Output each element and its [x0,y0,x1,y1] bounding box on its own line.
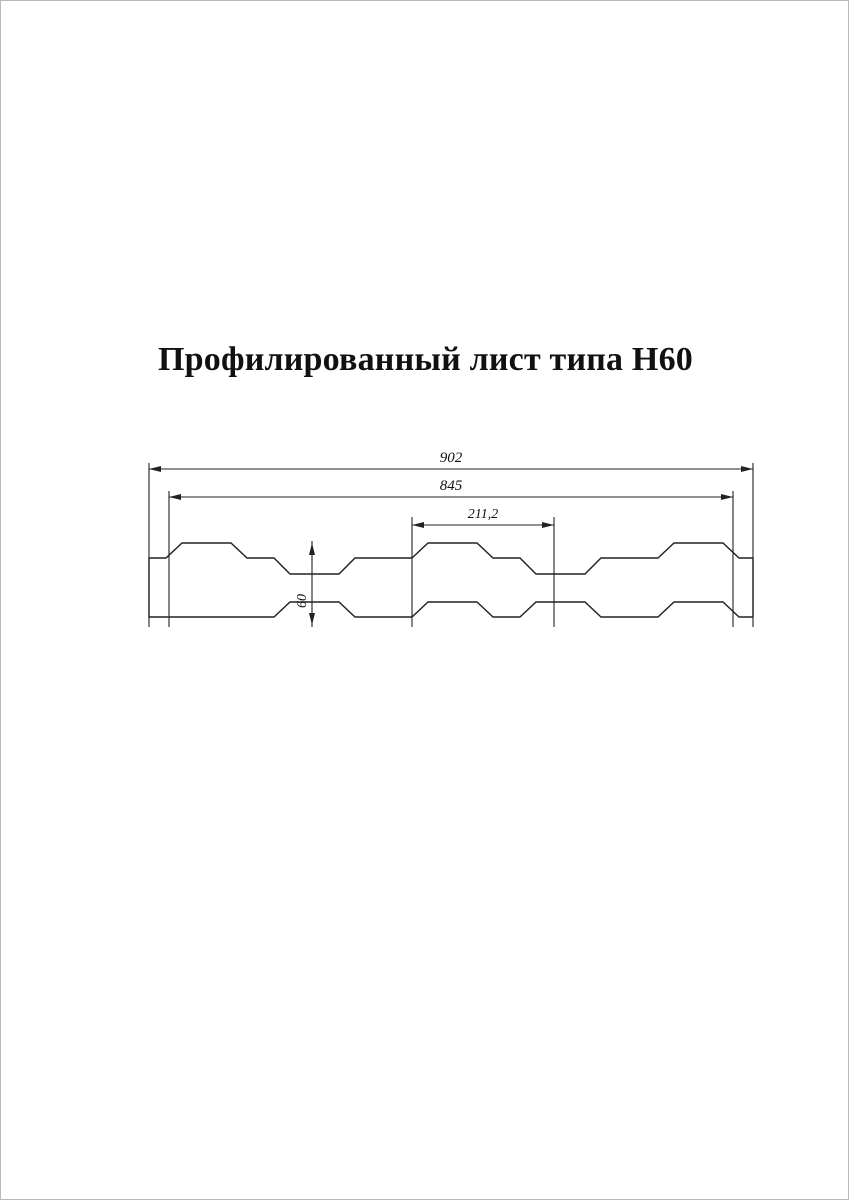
technical-drawing [111,431,791,681]
dimension-label-overall-width: 902 [439,450,463,466]
dimension-working-width [169,478,733,627]
page-title: Профилированный лист типа Н60 [158,341,693,378]
dimension-rib-height [295,541,315,627]
dimension-label-rib-pitch: 211,2 [467,507,499,522]
dimension-rib-pitch [412,507,554,627]
profile-outline [149,543,753,617]
dimension-overall-width [149,450,753,627]
dimension-label-working-width: 845 [439,478,463,494]
dimension-label-rib-height: 60 [295,594,310,608]
